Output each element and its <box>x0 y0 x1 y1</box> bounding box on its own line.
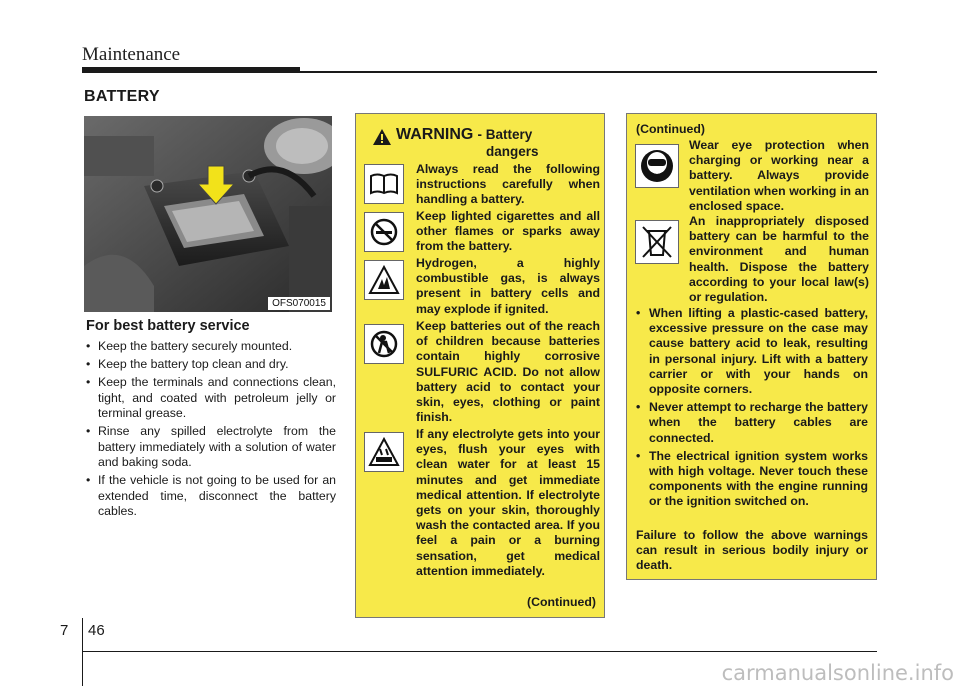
best-service-title: For best battery service <box>86 318 250 334</box>
footer-divider-horizontal <box>82 651 877 652</box>
list-item: • Keep the battery securely mounted. <box>86 339 336 355</box>
warning-item-no-flames: Keep lighted cigarettes and all other flames or sparks away from the battery. <box>416 209 600 254</box>
warning-heading <box>396 126 532 144</box>
list-item: • Keep the battery top clean and dry. <box>86 357 336 373</box>
list-item: • Never attempt to recharge the battery when the battery cables are connected. <box>636 400 868 446</box>
footer-divider-vertical <box>82 618 83 686</box>
book-icon <box>364 164 404 204</box>
warning-item-children: Keep batteries out of the reach of children because batteries contain highly corrosive SULFURIC ACID. Do not allow battery acid to contact your skin, eyes, clothing or paint finish. <box>416 319 600 425</box>
keep-away-children-icon <box>364 324 404 364</box>
warning-item-read-instructions: Always read the following instructions carefully when handling a battery. <box>416 162 600 207</box>
continued-item-eye-protection: Wear eye protection when charging or working near a battery. Always provide ventilation when working in an enclosed space. <box>689 138 869 213</box>
list-item: • Keep the terminals and connections clean, tight, and coated with petroleum jelly or terminal grease. <box>86 375 336 422</box>
warning-subtitle: dangers <box>486 144 539 159</box>
continued-bullet-list <box>636 306 868 513</box>
header-title: Maintenance <box>82 44 181 65</box>
continued-heading: (Continued) <box>636 122 705 136</box>
warning-item-electrolyte: If any electrolyte gets into your eyes, flush your eyes with clean water for at least 15 minutes and get immediate medical attention. If electrolyte gets on your skin, thoroughly wash the contacted area. If you feel a pain or a burning sensation, get medical attention immediately. <box>416 427 600 578</box>
photo-caption: OFS070015 <box>268 297 330 310</box>
warning-item-hydrogen: Hydrogen, a highly combustible gas, is always present in battery cells and may explode if ignited. <box>416 256 600 316</box>
header-rule-thick <box>82 67 300 73</box>
footer-chapter-number: 7 <box>60 622 69 639</box>
warning-box <box>355 113 605 618</box>
header-rule-thin <box>300 71 877 73</box>
section-title: BATTERY <box>84 88 160 105</box>
list-item: • If the vehicle is not going to be used for an extended time, disconnect the battery cables. <box>86 473 336 520</box>
crossed-bin-icon <box>635 220 679 264</box>
warning-continued-label: (Continued) <box>527 595 596 609</box>
list-item: • The electrical ignition system works with high voltage. Never touch these components with the engine running or the ignition switched on. <box>636 449 868 510</box>
corrosive-icon <box>364 432 404 472</box>
continued-warning-box <box>626 113 877 580</box>
warning-title: - Battery <box>477 127 533 142</box>
list-item: • When lifting a plastic-cased battery, excessive pressure on the case may cause battery acid to leak, resulting in personal injury. Lift with a battery carrier or with your hands on opposite corners. <box>636 306 868 397</box>
no-smoking-icon <box>364 212 404 252</box>
footer-page-number: 46 <box>88 622 105 639</box>
engine-bay-illustration <box>84 116 332 312</box>
list-item: • Rinse any spilled electrolyte from the battery immediately with a solution of water and baking soda. <box>86 424 336 471</box>
continued-final-warning: Failure to follow the above warnings can result in serious bodily injury or death. <box>636 528 868 573</box>
eye-protection-icon <box>635 144 679 188</box>
best-service-list <box>86 339 336 522</box>
warning-word: WARNING <box>396 126 474 143</box>
battery-photo <box>84 116 332 312</box>
continued-item-disposal: An inappropriately disposed battery can be harmful to the environment and human health. Dispose the battery according to your local law(s) or regulation. <box>689 214 869 305</box>
watermark: carmanualsonline.info <box>721 661 954 685</box>
explosion-icon <box>364 260 404 300</box>
warning-triangle-icon <box>372 128 392 146</box>
